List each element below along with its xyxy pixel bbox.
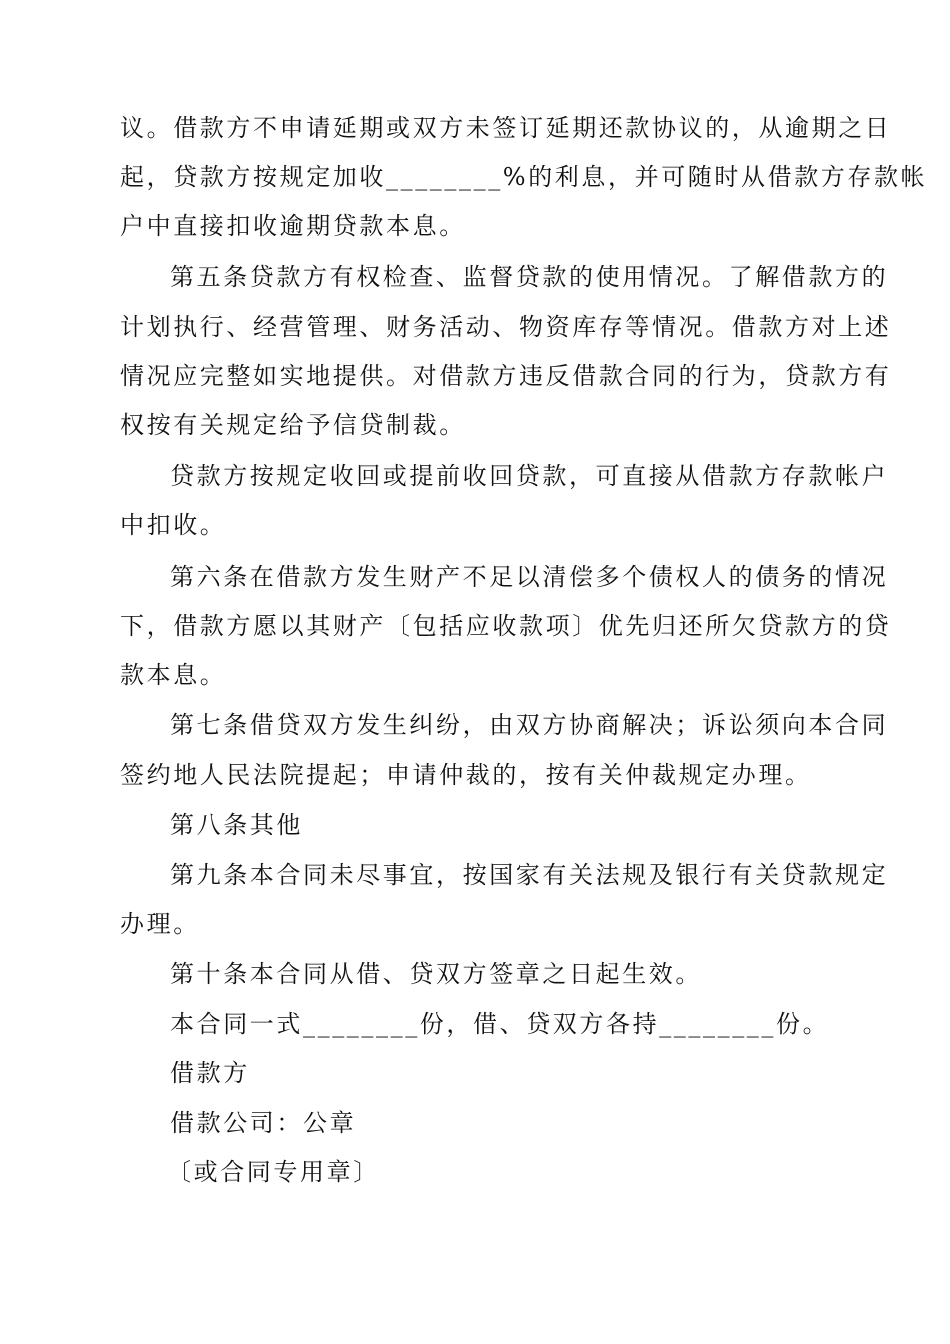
text-line: 贷款方按规定收回或提前收回贷款，可直接从借款方存款帐户 [170, 462, 889, 490]
text-line: 第八条其他 [170, 811, 303, 839]
text-line: 办理。 [120, 910, 200, 938]
text-line: 〔或合同专用章〕 [167, 1158, 380, 1186]
text-line: 第十条本合同从借、贷双方签章之日起生效。 [170, 960, 702, 988]
text-line: 户中直接扣收逾期贷款本息。 [120, 212, 466, 240]
text-line: 借款公司：公章 [170, 1109, 357, 1137]
text-line: 第五条贷款方有权检查、监督贷款的使用情况。了解借款方的 [170, 263, 889, 291]
text-line: 第七条借贷双方发生纠纷，由双方协商解决；诉讼须向本合同 [170, 711, 889, 739]
text-line: 情况应完整如实地提供。对借款方违反借款合同的行为，贷款方有 [120, 362, 892, 390]
text-line: 议。借款方不申请延期或双方未签订延期还款协议的，从逾期之日 [120, 114, 892, 142]
text-line: 款本息。 [120, 661, 227, 689]
text-line: 本合同一式________份，借、贷双方各持________份。 [170, 1010, 830, 1038]
text-line: 计划执行、经营管理、财务活动、物资库存等情况。借款方对上述 [120, 313, 892, 341]
text-line: 第九条本合同未尽事宜，按国家有关法规及银行有关贷款规定 [170, 861, 889, 889]
text-line: 第六条在借款方发生财产不足以清偿多个债权人的债务的情况 [170, 563, 889, 591]
text-line: 起，贷款方按规定加收________%的利息，并可随时从借款方存款帐 [120, 163, 928, 191]
text-line: 下，借款方愿以其财产〔包括应收款项〕优先归还所欠贷款方的贷 [120, 612, 892, 640]
text-line: 权按有关规定给予信贷制裁。 [120, 411, 466, 439]
text-line: 借款方 [170, 1059, 250, 1087]
text-line: 中扣收。 [120, 511, 227, 539]
text-line: 签约地人民法院提起；申请仲裁的，按有关仲裁规定办理。 [120, 761, 812, 789]
